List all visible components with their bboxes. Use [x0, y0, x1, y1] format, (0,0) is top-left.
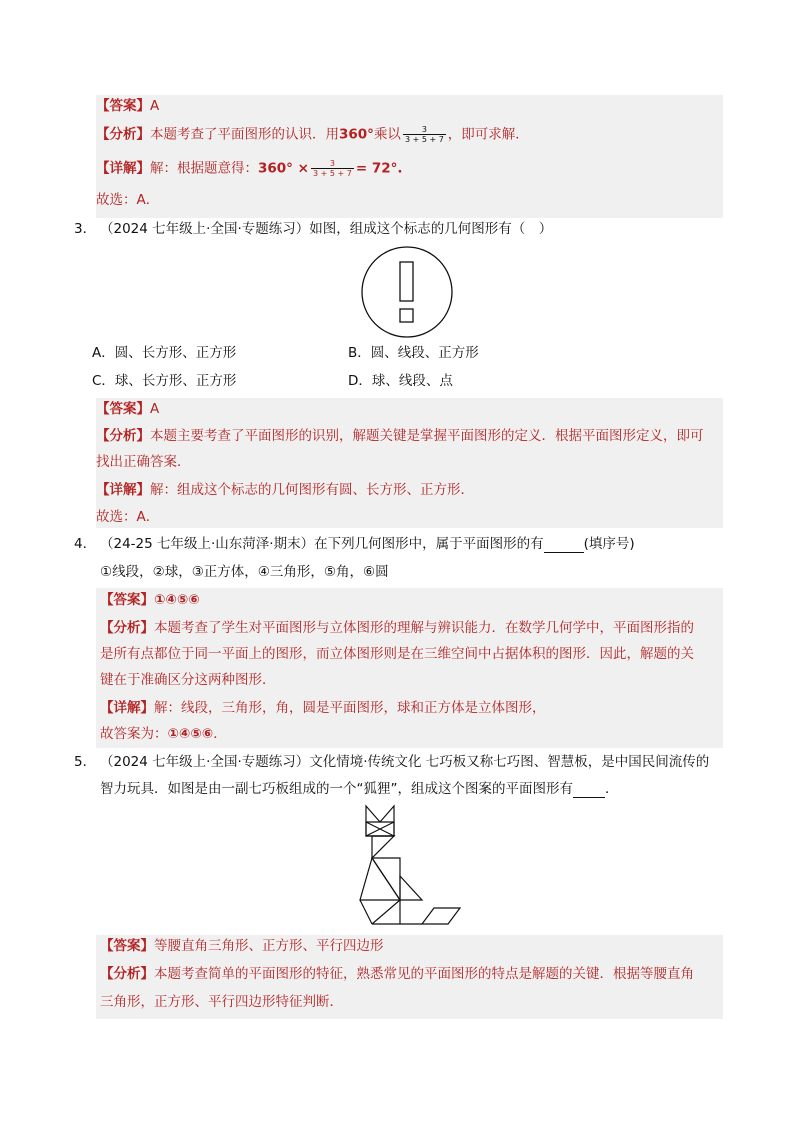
q5-answer-block — [96, 935, 723, 1019]
detail-line — [96, 159, 403, 178]
option-c: C．球、长方形、正方形 — [92, 373, 237, 389]
detail-text: 解：组成这个标志的几何图形有圆、长方形、正方形． — [150, 482, 474, 498]
answer-tag: 【答案】 — [96, 98, 150, 114]
analysis-line — [100, 965, 694, 983]
detail-text: 解：线段，三角形，角，圆是平面图形，球和正方体是立体图形， — [154, 700, 546, 716]
answer-blank — [544, 538, 584, 553]
q4-answer-block — [96, 588, 723, 748]
answer-tag: 【答案】 — [96, 401, 150, 417]
analysis-line — [96, 427, 704, 445]
question-text-post: (填序号) — [583, 536, 635, 552]
answer-line — [100, 937, 384, 955]
question-number: 5． — [74, 754, 97, 770]
q3-stem — [74, 220, 552, 238]
choose-line: 故选：A． — [96, 192, 160, 208]
fraction-numerator: 3 — [403, 125, 446, 135]
q5-stem — [74, 753, 709, 771]
q3-answer-block — [96, 398, 723, 528]
fox-tail-parallelogram — [422, 908, 460, 924]
fox-body-line — [360, 900, 372, 924]
q4-stem — [74, 535, 635, 553]
fox-neck-triangle — [372, 836, 394, 858]
answer-value: A — [150, 98, 160, 114]
fraction-denominator: 3 + 5 + 7 — [312, 169, 352, 178]
analysis-line — [96, 125, 529, 144]
detail-tag: 【详解】 — [96, 160, 150, 177]
answer-value: 等腰直角三角形、正方形、平行四边形 — [154, 938, 384, 954]
fraction — [311, 159, 354, 178]
detail-text: 解：根据题意得： — [150, 160, 258, 177]
answer-blank — [573, 783, 605, 798]
fox-back-triangle — [372, 858, 400, 900]
small-square — [400, 309, 413, 322]
fox-leg-triangle — [400, 876, 422, 900]
question-text-post: ． — [605, 781, 619, 797]
final-answer-value: ①④⑤⑥ — [167, 726, 214, 742]
question-text: （2024 七年级上·全国·专题练习）文化情境·传统文化 七巧板又称七巧图、智慧板，是中国民间流传的 — [100, 754, 710, 770]
answer-line — [96, 97, 159, 115]
fraction-denominator: 3 + 5 + 7 — [404, 135, 444, 144]
answer-value: ①④⑤⑥ — [154, 592, 200, 608]
analysis-line-2: 三角形，正方形、平行四边形特征判断． — [100, 994, 343, 1010]
final-answer-prefix: 故答案为： — [100, 726, 168, 742]
detail-result: = 72°. — [355, 160, 403, 177]
analysis-line — [100, 619, 694, 637]
answer-tag: 【答案】 — [100, 592, 154, 608]
tangram-fox-figure — [356, 804, 466, 930]
q4-items: ①线段，②球，③正方体，④三角形，⑤角，⑥圆 — [100, 564, 389, 580]
option-d: D．球、线段、点 — [348, 373, 453, 389]
question-number: 4． — [74, 536, 97, 552]
detail-line — [96, 481, 474, 499]
outer-circle — [362, 247, 452, 337]
answer-value: A — [150, 401, 160, 417]
option-a: A．圆、长方形、正方形 — [92, 345, 237, 361]
analysis-text: 本题考查了平面图形的认识．用 — [150, 126, 339, 143]
question-text: 智力玩具．如图是由一副七巧板组成的一个“狐狸”，组成这个图案的平面图形有 — [100, 781, 573, 797]
final-answer-line — [100, 725, 227, 743]
analysis-tag: 【分析】 — [100, 966, 154, 982]
analysis-tag: 【分析】 — [100, 620, 154, 636]
question-text: （24-25 七年级上·山东菏泽·期末）在下列几何图形中，属于平面图形的有 — [100, 536, 544, 552]
q2-answer-block — [96, 95, 723, 218]
tall-rectangle — [400, 262, 413, 301]
question-text: （2024 七年级上·全国·专题练习）如图，组成这个标志的几何图形有（ ） — [100, 221, 553, 237]
analysis-line-2: 是所有点都位于同一平面上的图形，而立体图形则是在三维空间中占据体积的图形．因此，解题的关 — [100, 646, 694, 662]
analysis-tag: 【分析】 — [96, 126, 150, 143]
detail-tag: 【详解】 — [100, 700, 154, 716]
analysis-line-2: 找出正确答案． — [96, 454, 191, 470]
option-b: B．圆、线段、正方形 — [348, 345, 479, 361]
choose-line: 故选：A． — [96, 509, 160, 525]
analysis-line-3: 键在于准确区分这两种图形． — [100, 672, 276, 688]
final-answer-suffix: ． — [213, 726, 227, 742]
question-number: 3． — [74, 221, 97, 237]
analysis-text: 本题主要考查了平面图形的识别，解题关键是掌握平面图形的定义．根据平面图形定义，即可 — [150, 428, 704, 444]
analysis-post: ，即可求解． — [447, 126, 529, 143]
analysis-text: 本题考查简单的平面图形的特征，熟悉常见的平面图形的特点是解题的关键．根据等腰直角 — [154, 966, 694, 982]
fraction — [403, 125, 446, 144]
answer-line — [100, 591, 200, 609]
fraction-numerator: 3 — [311, 159, 354, 169]
detail-360: 360° × — [258, 160, 309, 177]
fox-body-large-triangle — [360, 858, 400, 900]
answer-line — [96, 400, 159, 418]
analysis-tag: 【分析】 — [96, 428, 150, 444]
analysis-mult: 乘以 — [373, 126, 401, 143]
detail-tag: 【详解】 — [96, 482, 150, 498]
fox-ears — [366, 806, 394, 836]
answer-tag: 【答案】 — [100, 938, 154, 954]
detail-line — [100, 699, 546, 717]
q5-stem-line-2 — [100, 780, 619, 798]
logo-figure — [360, 245, 454, 339]
analysis-text: 本题考查了学生对平面图形与立体图形的理解与辨识能力．在数学几何学中，平面图形指的 — [154, 620, 694, 636]
fox-body-line — [372, 900, 400, 924]
analysis-360: 360° — [339, 126, 374, 143]
